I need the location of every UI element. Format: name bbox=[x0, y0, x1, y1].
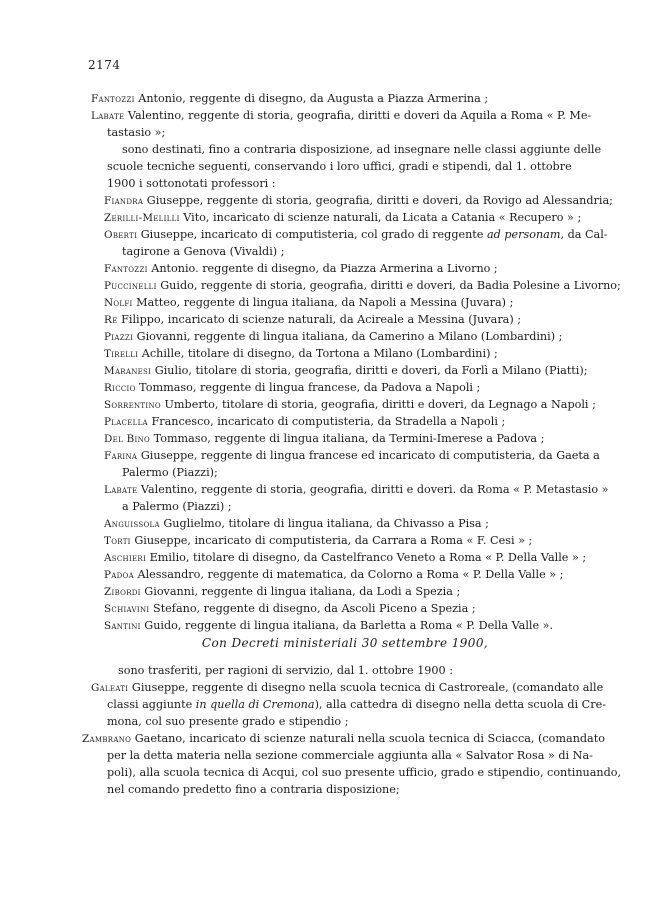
text-line bbox=[0, 679, 650, 696]
line-text: Giuseppe, reggente di disegno nella scuola tecnica di Castroreale, (comandato alle bbox=[128, 681, 604, 694]
line-text: Antonio. reggente di disegno, da Piazza Armerina a Livorno ; bbox=[147, 262, 498, 275]
line-text: Giovanni, reggente di lingua italiana, da Lodi a Spezia ; bbox=[140, 585, 461, 598]
person-surname: Nolfi bbox=[104, 297, 133, 309]
person-surname: Torti bbox=[104, 535, 131, 547]
text-line bbox=[0, 311, 650, 328]
person-surname: Galeati bbox=[91, 682, 129, 694]
person-surname: Labate bbox=[104, 484, 138, 496]
person-surname: Oberti bbox=[104, 229, 138, 241]
text-line bbox=[0, 90, 650, 107]
person-surname: Puccinelli bbox=[104, 280, 157, 292]
line-text: poli), alla scuola tecnica di Acqui, col suo presente ufficio, grado e stipendio, continuando, bbox=[107, 766, 622, 779]
line-text: Francesco, incaricato di computisteria, da Stradella a Napoli ; bbox=[147, 415, 506, 428]
line-text: ), alla cattedra di disegno nella detta scuola di Cre- bbox=[314, 698, 606, 711]
line-text: nel comando predetto fino a contraria disposizione; bbox=[107, 783, 400, 796]
text-line bbox=[0, 662, 650, 679]
person-surname: Tirelli bbox=[104, 348, 139, 360]
line-text: Giovanni, reggente di lingua italiana, da Camerino a Milano (Lombardini) ; bbox=[133, 330, 563, 343]
text-line bbox=[0, 730, 650, 747]
text-line bbox=[0, 515, 650, 532]
text-line bbox=[0, 328, 650, 345]
person-surname: Re bbox=[104, 314, 118, 326]
line-text: tagirone a Genova (Vivaldi) ; bbox=[122, 245, 285, 258]
person-surname: Placella bbox=[104, 416, 148, 428]
line-text: classi aggiunte bbox=[107, 698, 196, 711]
text-line bbox=[0, 617, 650, 634]
line-text: Guido, reggente di storia, geografia, diritti e doveri, da Badia Polesine a Livorno; bbox=[156, 279, 621, 292]
text-line bbox=[0, 696, 650, 713]
text-line bbox=[0, 583, 650, 600]
person-surname: Piazzi bbox=[104, 331, 134, 343]
text-line bbox=[0, 277, 650, 294]
person-surname: Zerilli-Melilli bbox=[104, 212, 180, 224]
line-text: sono destinati, fino a contraria disposizione, ad insegnare nelle classi aggiunte delle bbox=[122, 143, 602, 156]
line-text: Giuseppe, incaricato di computisteria, da Carrara a Roma « F. Cesi » ; bbox=[130, 534, 533, 547]
line-text: Guglielmo, titolare di lingua italiana, da Chivasso a Pisa ; bbox=[159, 517, 489, 530]
text-line bbox=[0, 713, 650, 730]
person-surname: Del Bino bbox=[104, 433, 151, 445]
text-line bbox=[0, 141, 650, 158]
text-line bbox=[0, 124, 650, 141]
text-line bbox=[0, 226, 650, 243]
person-surname: Sorrentino bbox=[104, 399, 161, 411]
italic-text: ad personam bbox=[486, 228, 561, 241]
line-text: Gaetano, incaricato di scienze naturali nella scuola tecnica di Sciacca, (comandato bbox=[131, 732, 605, 745]
line-text: Giuseppe, reggente di storia, geografia, diritti e doveri, da Rovigo ad Alessandria; bbox=[143, 194, 613, 207]
line-text: mona, col suo presente grado e stipendio ; bbox=[107, 715, 349, 728]
person-surname: Anguissola bbox=[104, 518, 160, 530]
text-line bbox=[0, 379, 650, 396]
line-text: Stefano, reggente di disegno, da Ascoli Piceno a Spezia ; bbox=[149, 602, 476, 615]
line-text: Emilio, titolare di disegno, da Castelfranco Veneto a Roma « P. Della Valle » ; bbox=[146, 551, 587, 564]
line-text: Tommaso, reggente di lingua italiana, da Termini-Imerese a Padova ; bbox=[150, 432, 545, 445]
text-line bbox=[0, 260, 650, 277]
text-line bbox=[0, 481, 650, 498]
section-heading: Con Decreti ministeriali 30 settembre 1900, bbox=[201, 636, 489, 650]
text-line bbox=[0, 209, 650, 226]
text-line bbox=[0, 566, 650, 583]
text-line bbox=[0, 600, 650, 617]
line-text: Alessandro, reggente di matematica, da Colorno a Roma « P. Della Valle » ; bbox=[133, 568, 564, 581]
line-text: Matteo, reggente di lingua italiana, da Napoli a Messina (Juvara) ; bbox=[132, 296, 514, 309]
line-text: Tommaso, reggente di lingua francese, da Padova a Napoli ; bbox=[135, 381, 481, 394]
line-text: Vito, incaricato di scienze naturali, da Licata a Catania « Recupero » ; bbox=[179, 211, 582, 224]
line-text: Giuseppe, reggente di lingua francese ed incaricato di computisteria, da Gaeta a bbox=[137, 449, 600, 462]
person-surname: Riccio bbox=[104, 382, 136, 394]
person-surname: Fantozzi bbox=[91, 93, 135, 105]
text-line bbox=[0, 498, 650, 515]
line-text: Umberto, titolare di storia, geografia, diritti e doveri, da Legnago a Napoli ; bbox=[160, 398, 596, 411]
person-surname: Aschieri bbox=[104, 552, 147, 564]
text-line bbox=[0, 747, 650, 764]
person-surname: Schiavini bbox=[104, 603, 150, 615]
line-text: a Palermo (Piazzi) ; bbox=[122, 500, 232, 513]
page-number: 2174 bbox=[88, 58, 121, 72]
line-text: Valentino, reggente di storia, geografia, diritti e doveri da Aquila a Roma « P. Me- bbox=[124, 109, 592, 122]
text-line bbox=[0, 345, 650, 362]
text-line bbox=[0, 447, 650, 464]
text-line bbox=[0, 243, 650, 260]
person-surname: Padoa bbox=[104, 569, 134, 581]
text-line bbox=[0, 396, 650, 413]
person-surname: Farina bbox=[104, 450, 138, 462]
line-text: Giulio, titolare di storia, geografia, diritti e doveri, da Forlì a Milano (Piatti); bbox=[151, 364, 588, 377]
line-text: tastasio »; bbox=[107, 126, 166, 139]
text-line bbox=[0, 175, 650, 192]
line-text: Achille, titolare di disegno, da Tortona a Milano (Lombardini) ; bbox=[138, 347, 498, 360]
person-surname: Fantozzi bbox=[104, 263, 148, 275]
line-text: Palermo (Piazzi); bbox=[122, 466, 218, 479]
line-text: Giuseppe, incaricato di computisteria, col grado di reggente bbox=[137, 228, 487, 241]
text-line bbox=[0, 413, 650, 430]
line-text: 1900 i sottonotati professori : bbox=[107, 177, 276, 190]
text-line bbox=[0, 549, 650, 566]
text-line bbox=[0, 532, 650, 549]
line-text: , da Cal- bbox=[560, 228, 608, 241]
text-line bbox=[0, 192, 650, 209]
line-text: Filippo, incaricato di scienze naturali, da Acireale a Messina (Juvara) ; bbox=[117, 313, 522, 326]
line-text: Antonio, reggente di disegno, da Augusta a Piazza Armerina ; bbox=[134, 92, 489, 105]
appointment-list bbox=[0, 90, 650, 634]
text-line bbox=[0, 430, 650, 447]
line-text: per la detta materia nella sezione commerciale aggiunta alla « Salvator Rosa » di Na- bbox=[107, 749, 593, 762]
line-text: sono trasferiti, per ragioni di servizio, dal 1. ottobre 1900 : bbox=[118, 664, 453, 677]
text-line bbox=[0, 781, 650, 798]
person-surname: Labate bbox=[91, 110, 125, 122]
text-line bbox=[0, 107, 650, 124]
person-surname: Zibordi bbox=[104, 586, 141, 598]
transfer-list bbox=[0, 662, 650, 798]
person-surname: Fiandra bbox=[104, 195, 144, 207]
person-surname: Santini bbox=[104, 620, 141, 632]
line-text: Valentino, reggente di storia, geografia, diritti e doveri. da Roma « P. Metastasio » bbox=[137, 483, 609, 496]
line-text: Guido, reggente di lingua italiana, da Barletta a Roma « P. Della Valle ». bbox=[140, 619, 554, 632]
person-surname: Maranesi bbox=[104, 365, 152, 377]
text-line bbox=[0, 464, 650, 481]
text-line bbox=[0, 362, 650, 379]
line-text: scuole tecniche seguenti, conservando i loro uffici, gradi e stipendi, dal 1. ottobre bbox=[107, 160, 572, 173]
text-line bbox=[0, 158, 650, 175]
person-surname: Zambrano bbox=[82, 733, 132, 745]
text-line bbox=[0, 764, 650, 781]
text-line bbox=[0, 294, 650, 311]
italic-text: in quella di Cremona bbox=[195, 698, 315, 711]
